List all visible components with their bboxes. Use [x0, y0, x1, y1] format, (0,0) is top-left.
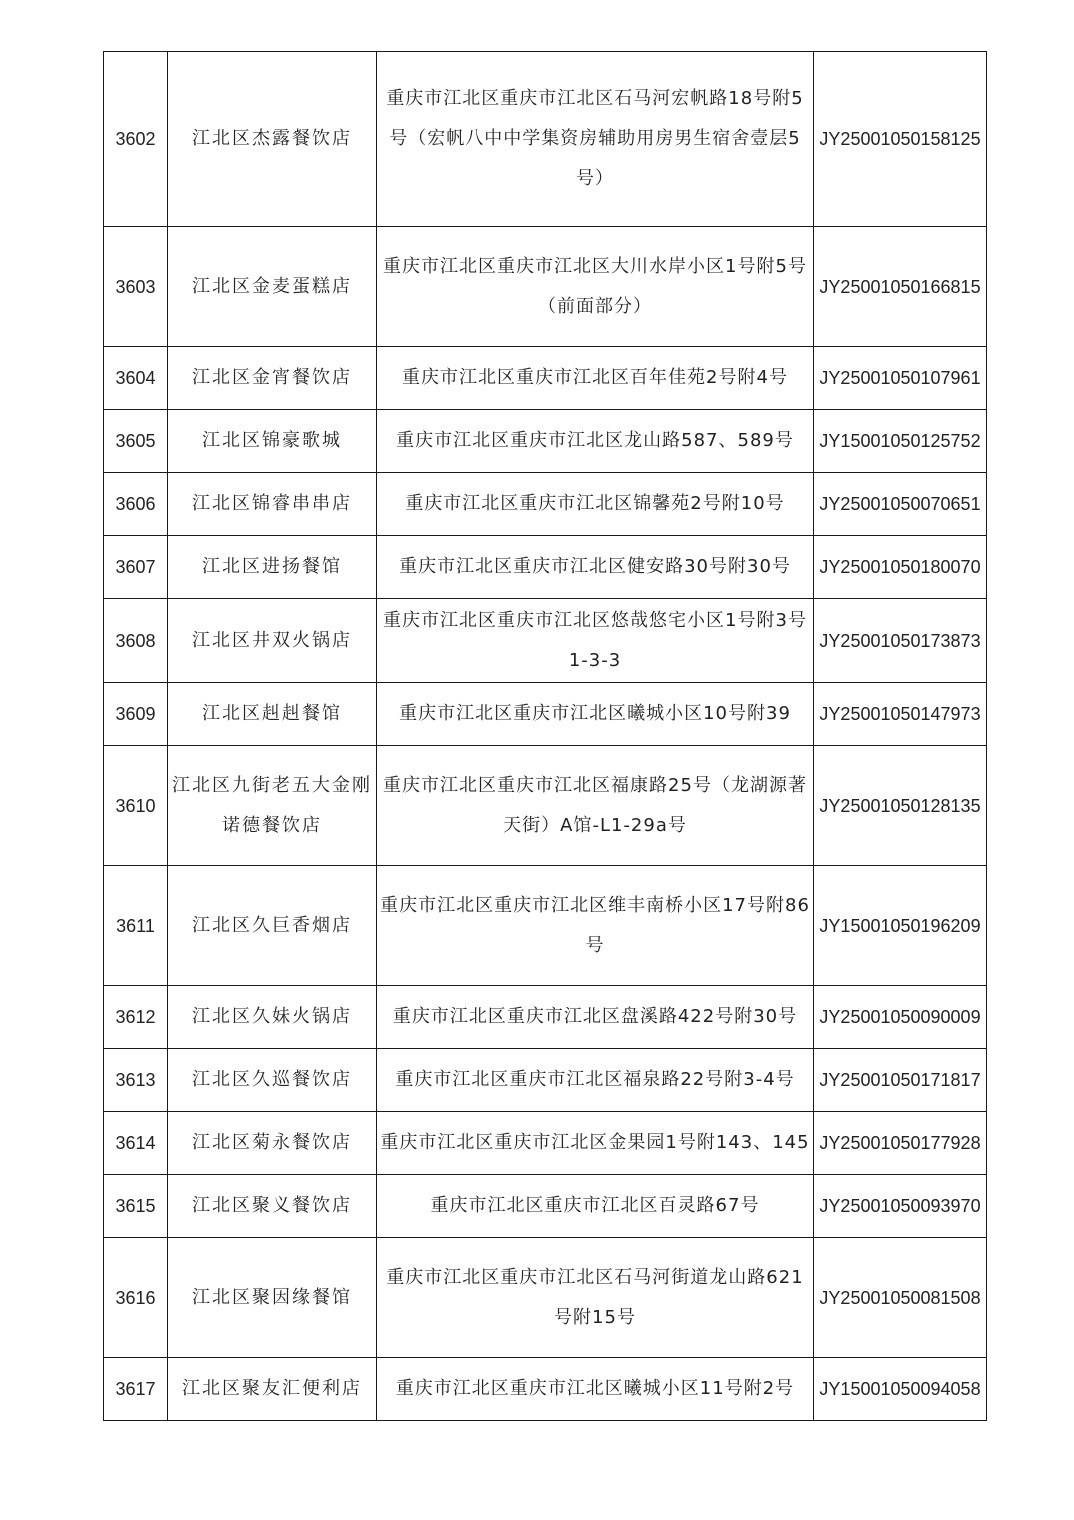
license-number: JY15001050094058	[814, 1358, 987, 1421]
table-row	[104, 866, 987, 986]
row-number: 3609	[104, 683, 168, 746]
table-row	[104, 347, 987, 410]
license-number: JY25001050107961	[814, 347, 987, 410]
business-name: 江北区聚义餐饮店	[168, 1175, 377, 1238]
row-number: 3617	[104, 1358, 168, 1421]
table-row	[104, 599, 987, 683]
row-number: 3613	[104, 1049, 168, 1112]
license-number: JY15001050196209	[814, 866, 987, 986]
business-address: 重庆市江北区重庆市江北区维丰南桥小区17号附86号	[377, 866, 814, 986]
business-name: 江北区久巨香烟店	[168, 866, 377, 986]
business-name: 江北区锦豪歌城	[168, 410, 377, 473]
table-row	[104, 1112, 987, 1175]
business-address: 重庆市江北区重庆市江北区盘溪路422号附30号	[377, 986, 814, 1049]
license-number: JY25001050171817	[814, 1049, 987, 1112]
license-number: JY25001050128135	[814, 746, 987, 866]
table-row	[104, 1175, 987, 1238]
business-name: 江北区聚友汇便利店	[168, 1358, 377, 1421]
business-name: 江北区久巡餐饮店	[168, 1049, 377, 1112]
business-address: 重庆市江北区重庆市江北区石马河宏帆路18号附5号（宏帆八中中学集资房辅助用房男生宿舍壹层5号）	[377, 52, 814, 227]
row-number: 3615	[104, 1175, 168, 1238]
row-number: 3606	[104, 473, 168, 536]
business-address: 重庆市江北区重庆市江北区福康路25号（龙湖源著天街）A馆-L1-29a号	[377, 746, 814, 866]
row-number: 3602	[104, 52, 168, 227]
business-address: 重庆市江北区重庆市江北区百灵路67号	[377, 1175, 814, 1238]
table-row	[104, 52, 987, 227]
license-number: JY15001050125752	[814, 410, 987, 473]
row-number: 3607	[104, 536, 168, 599]
row-number: 3612	[104, 986, 168, 1049]
license-number: JY25001050166815	[814, 227, 987, 347]
table-row	[104, 536, 987, 599]
business-name: 江北区赳赳餐馆	[168, 683, 377, 746]
license-number: JY25001050093970	[814, 1175, 987, 1238]
business-address: 重庆市江北区重庆市江北区健安路30号附30号	[377, 536, 814, 599]
business-name: 江北区锦睿串串店	[168, 473, 377, 536]
business-name: 江北区金麦蛋糕店	[168, 227, 377, 347]
business-address: 重庆市江北区重庆市江北区曦城小区11号附2号	[377, 1358, 814, 1421]
business-address: 重庆市江北区重庆市江北区金果园1号附143、145	[377, 1112, 814, 1175]
row-number: 3610	[104, 746, 168, 866]
business-name: 江北区金宵餐饮店	[168, 347, 377, 410]
business-name: 江北区九街老五大金刚诺德餐饮店	[168, 746, 377, 866]
business-address: 重庆市江北区重庆市江北区石马河街道龙山路621号附15号	[377, 1238, 814, 1358]
business-name: 江北区聚因缘餐馆	[168, 1238, 377, 1358]
license-number: JY25001050180070	[814, 536, 987, 599]
business-address: 重庆市江北区重庆市江北区福泉路22号附3-4号	[377, 1049, 814, 1112]
license-number: JY25001050147973	[814, 683, 987, 746]
business-address: 重庆市江北区重庆市江北区曦城小区10号附39	[377, 683, 814, 746]
license-number: JY25001050158125	[814, 52, 987, 227]
row-number: 3616	[104, 1238, 168, 1358]
table-row	[104, 683, 987, 746]
row-number: 3603	[104, 227, 168, 347]
business-address: 重庆市江北区重庆市江北区大川水岸小区1号附5号（前面部分）	[377, 227, 814, 347]
license-number: JY25001050070651	[814, 473, 987, 536]
license-number: JY25001050081508	[814, 1238, 987, 1358]
business-address: 重庆市江北区重庆市江北区龙山路587、589号	[377, 410, 814, 473]
table-row	[104, 986, 987, 1049]
license-number: JY25001050173873	[814, 599, 987, 683]
row-number: 3604	[104, 347, 168, 410]
business-name: 江北区杰露餐饮店	[168, 52, 377, 227]
business-name: 江北区菊永餐饮店	[168, 1112, 377, 1175]
table-row	[104, 1049, 987, 1112]
business-name: 江北区井双火锅店	[168, 599, 377, 683]
row-number: 3605	[104, 410, 168, 473]
table-row	[104, 227, 987, 347]
table-row	[104, 473, 987, 536]
business-name: 江北区进扬餐馆	[168, 536, 377, 599]
license-number: JY25001050177928	[814, 1112, 987, 1175]
business-address: 重庆市江北区重庆市江北区悠哉悠宅小区1号附3号1-3-3	[377, 599, 814, 683]
table-row	[104, 410, 987, 473]
license-number: JY25001050090009	[814, 986, 987, 1049]
business-name: 江北区久妹火锅店	[168, 986, 377, 1049]
business-address: 重庆市江北区重庆市江北区百年佳苑2号附4号	[377, 347, 814, 410]
listing-table	[103, 51, 987, 1421]
table-row	[104, 1358, 987, 1421]
row-number: 3608	[104, 599, 168, 683]
business-address: 重庆市江北区重庆市江北区锦馨苑2号附10号	[377, 473, 814, 536]
table-row	[104, 746, 987, 866]
table-row	[104, 1238, 987, 1358]
row-number: 3614	[104, 1112, 168, 1175]
row-number: 3611	[104, 866, 168, 986]
